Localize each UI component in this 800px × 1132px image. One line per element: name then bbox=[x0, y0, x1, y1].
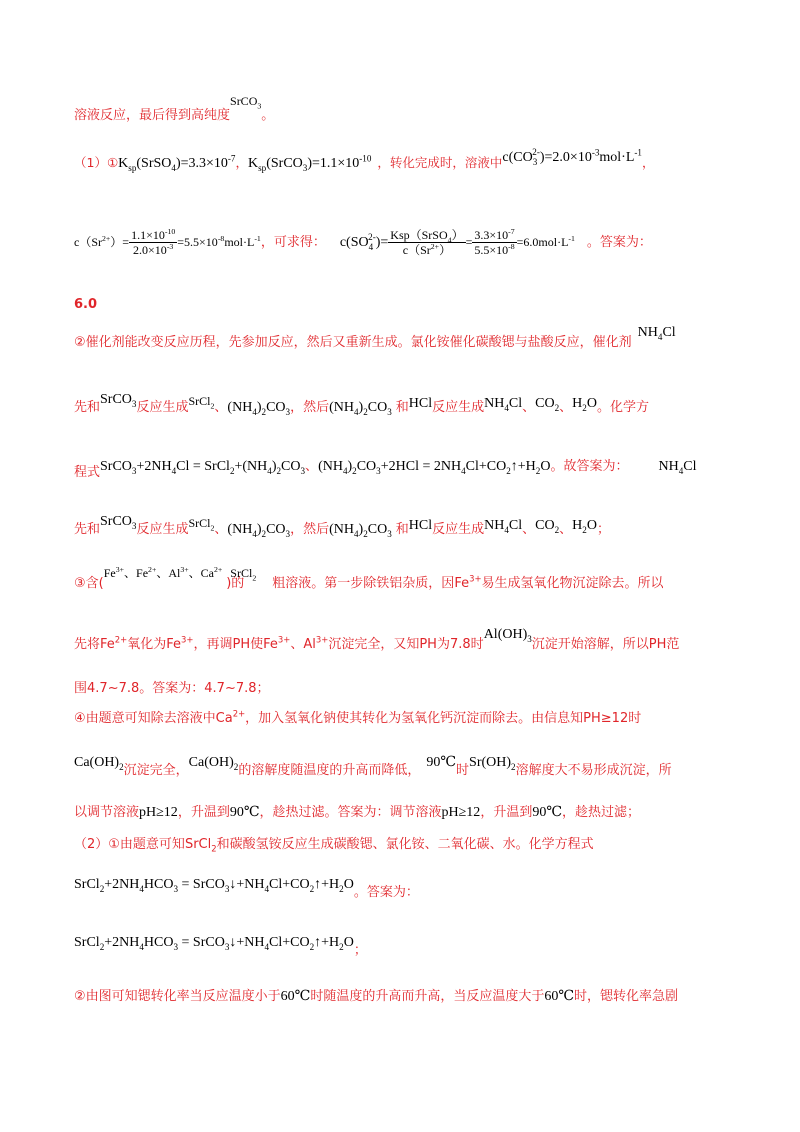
text: 反应生成 bbox=[136, 400, 189, 415]
text: 先和 bbox=[74, 400, 101, 415]
text: PH≥12 bbox=[583, 711, 629, 726]
text: 先和 bbox=[74, 522, 101, 537]
equation-1: $SrCO_3+2NH_4Cl$ = $SrCl_2+(NH_4)_2CO_3$ bbox=[100, 459, 306, 476]
formula: HCl bbox=[408, 396, 433, 411]
text: 沉淀完全，又知 bbox=[328, 637, 420, 652]
formula: $(NH_4)_2CO_3$ bbox=[329, 522, 392, 539]
formula: $(NH_4)_2CO_3$ bbox=[227, 400, 291, 417]
formula-srcl2: SrCl$_2$ bbox=[230, 566, 257, 583]
text: ，然后 bbox=[290, 400, 330, 415]
text: 为 bbox=[436, 637, 450, 652]
ph-value: pH≥12 bbox=[441, 805, 481, 820]
formula: SrCl$_2$ bbox=[188, 394, 215, 411]
text: 时随温度的升高而升高，当反应温度大于 bbox=[310, 989, 545, 1004]
formula: $CO_2$ bbox=[535, 396, 560, 413]
text: ； bbox=[596, 522, 610, 537]
text: （1）① bbox=[74, 155, 119, 170]
text: ，再调 bbox=[193, 637, 233, 652]
text: 时 bbox=[470, 637, 484, 652]
text: 、 bbox=[559, 400, 573, 415]
text: PH bbox=[419, 637, 437, 652]
formula: $H_2O$ bbox=[572, 396, 597, 413]
text: ，加入氢氧化钠使其转化为氢氧化钙沉淀而除去。由信息知 bbox=[245, 711, 584, 726]
temperature: 60℃ bbox=[280, 989, 311, 1004]
line-15 bbox=[74, 836, 594, 854]
ph-value: pH≥12 bbox=[139, 805, 178, 820]
line-16 bbox=[74, 876, 419, 900]
text: 。故答案为： bbox=[550, 459, 629, 474]
formula-nh4cl: $NH_4Cl$ bbox=[658, 459, 697, 476]
text: ； bbox=[256, 681, 270, 696]
text: 和 bbox=[395, 400, 409, 415]
formula-srcl2: SrCl$_2$ bbox=[184, 837, 217, 854]
text: 时 bbox=[456, 763, 470, 778]
text: 4.7~7.8 bbox=[204, 681, 257, 696]
text: 易生成氢氧化物沉淀除去。所以 bbox=[481, 576, 664, 591]
text: ； bbox=[353, 943, 367, 958]
line-9 bbox=[74, 565, 664, 593]
line-10 bbox=[74, 627, 680, 654]
text: 粗溶液。第一步除铁铝杂质，因 bbox=[272, 576, 455, 591]
ion: $Al^{3+}$ bbox=[303, 634, 329, 652]
formula: SrCO$_3$ bbox=[100, 392, 137, 409]
text: ④由题意可知除去溶液中 bbox=[74, 711, 216, 726]
formula: SrCO$_3$ bbox=[100, 514, 137, 531]
text: 4.7~7.8 bbox=[87, 681, 140, 696]
text: 和 bbox=[395, 522, 409, 537]
formula: $(NH_4)_2CO_3$ bbox=[227, 522, 291, 539]
formula-nh4cl: $NH_4Cl$ bbox=[637, 325, 676, 342]
line-3 bbox=[74, 222, 652, 262]
temperature: 90℃ bbox=[229, 805, 260, 820]
text: 反应生成 bbox=[432, 400, 485, 415]
formula: $NH_4Cl$ bbox=[484, 396, 523, 413]
text: 氧化为 bbox=[127, 637, 167, 652]
line-13 bbox=[74, 755, 672, 780]
text: 和碳酸氢铵反应生成碳酸锶、氯化铵、二氧化碳、水。化学方程式 bbox=[216, 837, 594, 852]
text: 使 bbox=[250, 637, 264, 652]
temperature: 60℃ bbox=[544, 989, 575, 1004]
fraction-2: $\frac{Ksp(SrSO_4)}{c(Sr^{2+})}$ bbox=[390, 228, 464, 257]
line-1 bbox=[74, 94, 275, 125]
ion: $Fe^{3+}$ bbox=[166, 634, 194, 652]
text: 溶解度大不易形成沉淀，所 bbox=[515, 763, 672, 778]
text: 时，锶转化率急剧 bbox=[574, 989, 679, 1004]
text: 。 bbox=[261, 108, 275, 123]
text: 围 bbox=[74, 681, 88, 696]
text: ，趁热过滤； bbox=[562, 805, 641, 820]
text: ②由图可知锶转化率当反应温度小于 bbox=[74, 989, 281, 1004]
line-17 bbox=[74, 934, 367, 958]
line-14 bbox=[74, 804, 640, 822]
text: 时 bbox=[628, 711, 642, 726]
text: ②催化剂能改变反应历程，先参加反应，然后又重新生成。氯化铵催化碳酸锶与盐酸反应，催化剂 bbox=[74, 335, 632, 350]
formula: $H_2O$ bbox=[572, 518, 597, 535]
text: 、 bbox=[522, 522, 536, 537]
line-7 bbox=[74, 458, 697, 480]
text: ，升温到 bbox=[480, 805, 533, 820]
formula-caoh2: $Ca(OH)_2$ bbox=[188, 755, 239, 772]
formula: SrCO$_3$ bbox=[230, 94, 262, 111]
line-5 bbox=[74, 325, 676, 352]
text: ， bbox=[641, 155, 655, 170]
text: ，转化完成时，溶液中 bbox=[377, 155, 503, 170]
text: 、 bbox=[290, 637, 304, 652]
formula-c-co3: $c(CO_3^{2-})=2.0\times 10^{-3}mol\cdot L^{-1}$ bbox=[502, 147, 642, 167]
formula-aloh3: $Al(OH)_3$ bbox=[483, 627, 532, 644]
text: PH bbox=[648, 637, 667, 652]
text: 程式 bbox=[74, 465, 101, 480]
text: 。答案为： bbox=[586, 235, 652, 250]
fraction-1: $\frac{1.1\times 10^{-10}}{2.0\times 10^{-3}}$ bbox=[131, 227, 176, 257]
text: 、 bbox=[305, 459, 319, 474]
formula-ksp-srso4: $K_{sp}(SrSO_4)=3.3\times 10^{-7}$ bbox=[118, 153, 236, 173]
text: 反应生成 bbox=[432, 522, 485, 537]
text: 以调节溶液 bbox=[74, 805, 140, 820]
text: 、 bbox=[214, 400, 228, 415]
formula-c-sr: $c(Sr^{2+})=$ bbox=[74, 234, 130, 249]
text: 。化学方 bbox=[596, 400, 649, 415]
answer-value: 6.0 bbox=[74, 297, 98, 312]
line-11 bbox=[74, 680, 270, 698]
ion: $Fe^{2+}$ bbox=[100, 634, 128, 652]
text: PH bbox=[232, 637, 251, 652]
line-2 bbox=[74, 147, 655, 173]
fraction-3: $\frac{3.3\times 10^{-7}}{5.5\times 10^{-8}}$ bbox=[474, 227, 515, 257]
text: 7.8 bbox=[449, 637, 471, 652]
formula: HCl bbox=[408, 518, 433, 533]
ion: $Fe^{3+}$ bbox=[263, 634, 291, 652]
text: 、 bbox=[559, 522, 573, 537]
text: ，可求得： bbox=[260, 235, 326, 250]
formula-sroh2: $Sr(OH)_2$ bbox=[469, 755, 516, 772]
formula: $NH_4Cl$ bbox=[484, 518, 523, 535]
text: 、 bbox=[522, 400, 536, 415]
text: )的 bbox=[226, 576, 245, 591]
formula-caoh2: $Ca(OH)_2$ bbox=[74, 755, 124, 772]
text: 范 bbox=[666, 637, 680, 652]
text: 反应生成 bbox=[136, 522, 189, 537]
text: ，然后 bbox=[290, 522, 330, 537]
text: 的溶解度随温度的升高而降低， bbox=[238, 763, 421, 778]
temperature: 90℃ bbox=[532, 805, 562, 820]
formula-result-1: $=5.5\times 10^{-8}mol\cdot L^{-1}$ bbox=[177, 234, 261, 249]
line-18 bbox=[74, 988, 678, 1006]
ion-fe3: $Fe^{3+}$ bbox=[454, 573, 482, 591]
formula-result-2: $=6.0mol\cdot L^{-1}$ bbox=[516, 234, 575, 249]
formula-ksp-srco3: $K_{sp}(SrCO_3)=1.1\times 10^{-10}$ bbox=[248, 153, 372, 173]
equals: = bbox=[465, 235, 473, 249]
equation: $SrCl_2+2NH_4HCO_3$ = $SrCO_3↓+NH_4Cl+CO_2↑+H_2O$ bbox=[74, 935, 354, 952]
formula: $(NH_4)_2CO_3$ bbox=[329, 400, 392, 417]
formula: $CO_2$ bbox=[535, 518, 560, 535]
formula: SrCl$_2$ bbox=[188, 516, 215, 533]
text: ，趁热过滤。答案为：调节溶液 bbox=[259, 805, 442, 820]
formula-c-so4: $c(SO_4^{2-})=$ bbox=[339, 232, 389, 252]
text: 沉淀完全， bbox=[123, 763, 189, 778]
text: ， bbox=[235, 155, 248, 170]
text: 沉淀开始溶解，所以 bbox=[531, 637, 649, 652]
equation: $SrCl_2+2NH_4HCO_3$ = $SrCO_3↓+NH_4Cl+CO_2↑+H_2O$ bbox=[74, 877, 354, 894]
text: 、 bbox=[214, 522, 228, 537]
ion-list: $Fe^{3+}$、$Fe^{2+}$、$Al^{3+}$、$Ca^{2+}$ bbox=[103, 565, 223, 580]
text: （2）①由题意可知 bbox=[74, 837, 185, 852]
text: 。答案为： bbox=[353, 885, 419, 900]
text: ③含( bbox=[74, 576, 104, 591]
text: ，升温到 bbox=[177, 805, 230, 820]
ion: $Ca^{2+}$ bbox=[215, 708, 246, 726]
line-6 bbox=[74, 392, 649, 417]
line-12 bbox=[74, 710, 641, 728]
temperature: 90℃ bbox=[426, 755, 457, 770]
text: 先将 bbox=[74, 637, 101, 652]
line-8 bbox=[74, 514, 610, 539]
line-4 bbox=[74, 296, 97, 314]
text: 。答案为： bbox=[139, 681, 205, 696]
equation-2: $(NH_4)_2CO_3+2HCl$ = $2NH_4Cl+CO_2↑+H_2O$ bbox=[318, 459, 551, 476]
text: 溶液反应，最后得到高纯度 bbox=[74, 108, 231, 123]
